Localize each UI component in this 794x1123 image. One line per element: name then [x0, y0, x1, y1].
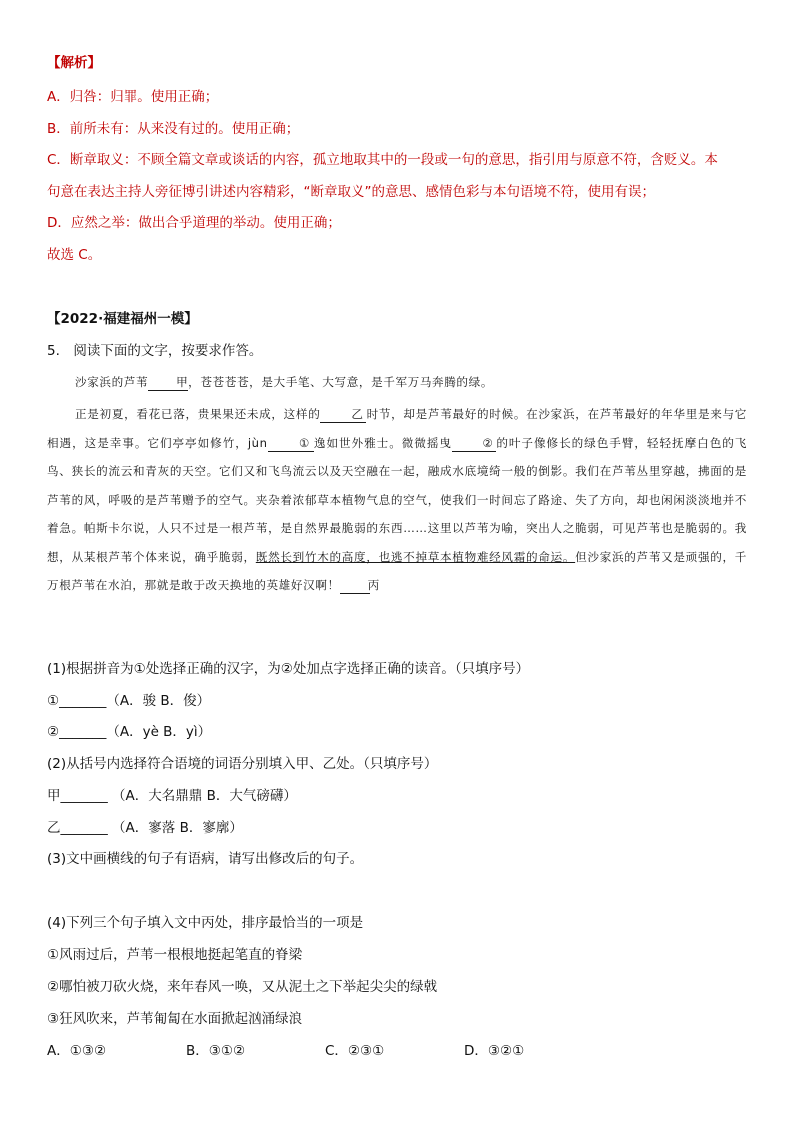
blank-bing: 丙 — [340, 577, 370, 594]
passage-text: 沙家浜的芦苇 — [75, 375, 149, 389]
underlined-sentence: 既然长到竹木的高度，也逃不掉草本植物难经风霜的命运。 — [255, 549, 576, 564]
question-stem: 5. 阅读下面的文字，按要求作答。 — [47, 343, 263, 359]
sub-question-2: (2)从括号内选择符合语境的词语分别填入甲、乙处。（只填序号） — [47, 756, 438, 772]
sub-question-1-item-1: ①_______（A．骏 B．俊） — [47, 693, 211, 709]
blank-jia: 甲 — [148, 374, 188, 391]
sentence-option-3: ③狂风吹来，芦苇匍匐在水面掀起汹涌绿浪 — [47, 1011, 303, 1027]
analysis-conclusion: 故选 C。 — [47, 247, 102, 263]
blank-yi: 乙 — [320, 406, 366, 423]
pinyin-jun: jùn — [247, 435, 268, 450]
passage-text: ，苍苍苍苍，是大手笔、大写意，是千军万马奔腾的绿。 — [188, 375, 494, 389]
blank-1: ① — [268, 435, 314, 452]
passage-text: 正是初夏，看花已落，贵果果还未成，这样的 — [75, 407, 321, 421]
analysis-option-c-line1: C．断章取义：不顾全篇文章或谈话的内容，孤立地取其中的一段或一句的意思，指引用与原意不符，含贬义。本 — [47, 152, 718, 168]
analysis-option-b: B．前所未有：从来没有过的。使用正确； — [47, 121, 300, 137]
passage-text: 但沙家浜的芦苇又是顽强的，千万根芦苇在水泊，那就是敢于改天换地的英雄好汉啊！ — [47, 549, 748, 592]
choice-a[interactable]: A．①③② — [47, 1043, 107, 1059]
passage-paragraph-1 — [47, 368, 747, 397]
analysis-option-d: D．应然之举：做出合乎道理的举动。使用正确； — [47, 215, 341, 231]
sub-question-2-item-yi: 乙_______ （A．寥落 B．寥廓） — [47, 820, 243, 836]
sub-question-4: (4)下列三个句子填入文中丙处，排序最恰当的一项是 — [47, 915, 364, 931]
sentence-option-2: ②哪怕被刀砍火烧，来年春风一唤，又从泥土之下举起尖尖的绿戟 — [47, 979, 438, 995]
passage-text: 逸如世外雅士。微微摇曳 — [313, 435, 452, 450]
choice-c[interactable]: C．②③① — [325, 1043, 385, 1059]
choice-b[interactable]: B．③①② — [186, 1043, 246, 1059]
analysis-heading: 【解析】 — [47, 55, 101, 71]
passage-text: 时节，却是芦苇最好的时候。在沙家浜，在芦苇最好的年华里是来与它相遇，这是幸事。它们亭亭如修竹， — [47, 407, 747, 450]
analysis-option-c-line2: 句意在表达主持人旁征博引讲述内容精彩，“断章取义”的意思、感情色彩与本句语境不符，使用有误； — [47, 184, 655, 200]
passage-paragraph-2 — [47, 400, 747, 600]
sentence-option-1: ①风雨过后，芦苇一根根地挺起笔直的脊梁 — [47, 947, 303, 963]
blank-2: ② — [452, 435, 496, 452]
analysis-option-a: A．归咎：归罪。使用正确； — [47, 89, 219, 105]
question-source-tag: 【2022·福建福州一模】 — [47, 311, 198, 327]
sub-question-1: (1)根据拼音为①处选择正确的汉字，为②处加点字选择正确的读音。（只填序号） — [47, 661, 530, 677]
sub-question-1-item-2: ②_______（A．yè B．yì） — [47, 724, 212, 740]
sub-question-3: (3)文中画横线的句子有语病，请写出修改后的句子。 — [47, 851, 364, 867]
passage-text: 的叶子像修长的绿色手臂，轻轻抚摩白色的飞鸟、狭长的流云和青灰的天空。它们又和飞鸟流云以及天空融在一起，融成水底境绮一般的倒影。我们在芦苇丛里穿越，拂面的是芦苇的风，呼吸的是芦苇赠予的空气。夹杂着浓郁草本植物气息的空气，使我们一时间忘了路途、失了方向，却也闲闲淡淡地并不着急。帕斯卡尔说，人只不过是一根芦苇，是自然界最脆弱的东西……这里以芦苇为喻，突出人之脆弱，可见芦苇也是脆弱的。我想，从某根芦苇个体来说，确乎脆弱， — [47, 435, 747, 564]
sub-question-2-item-jia: 甲_______ （A．大名鼎鼎 B．大气磅礴） — [47, 788, 297, 804]
choice-d[interactable]: D．③②① — [464, 1043, 525, 1059]
